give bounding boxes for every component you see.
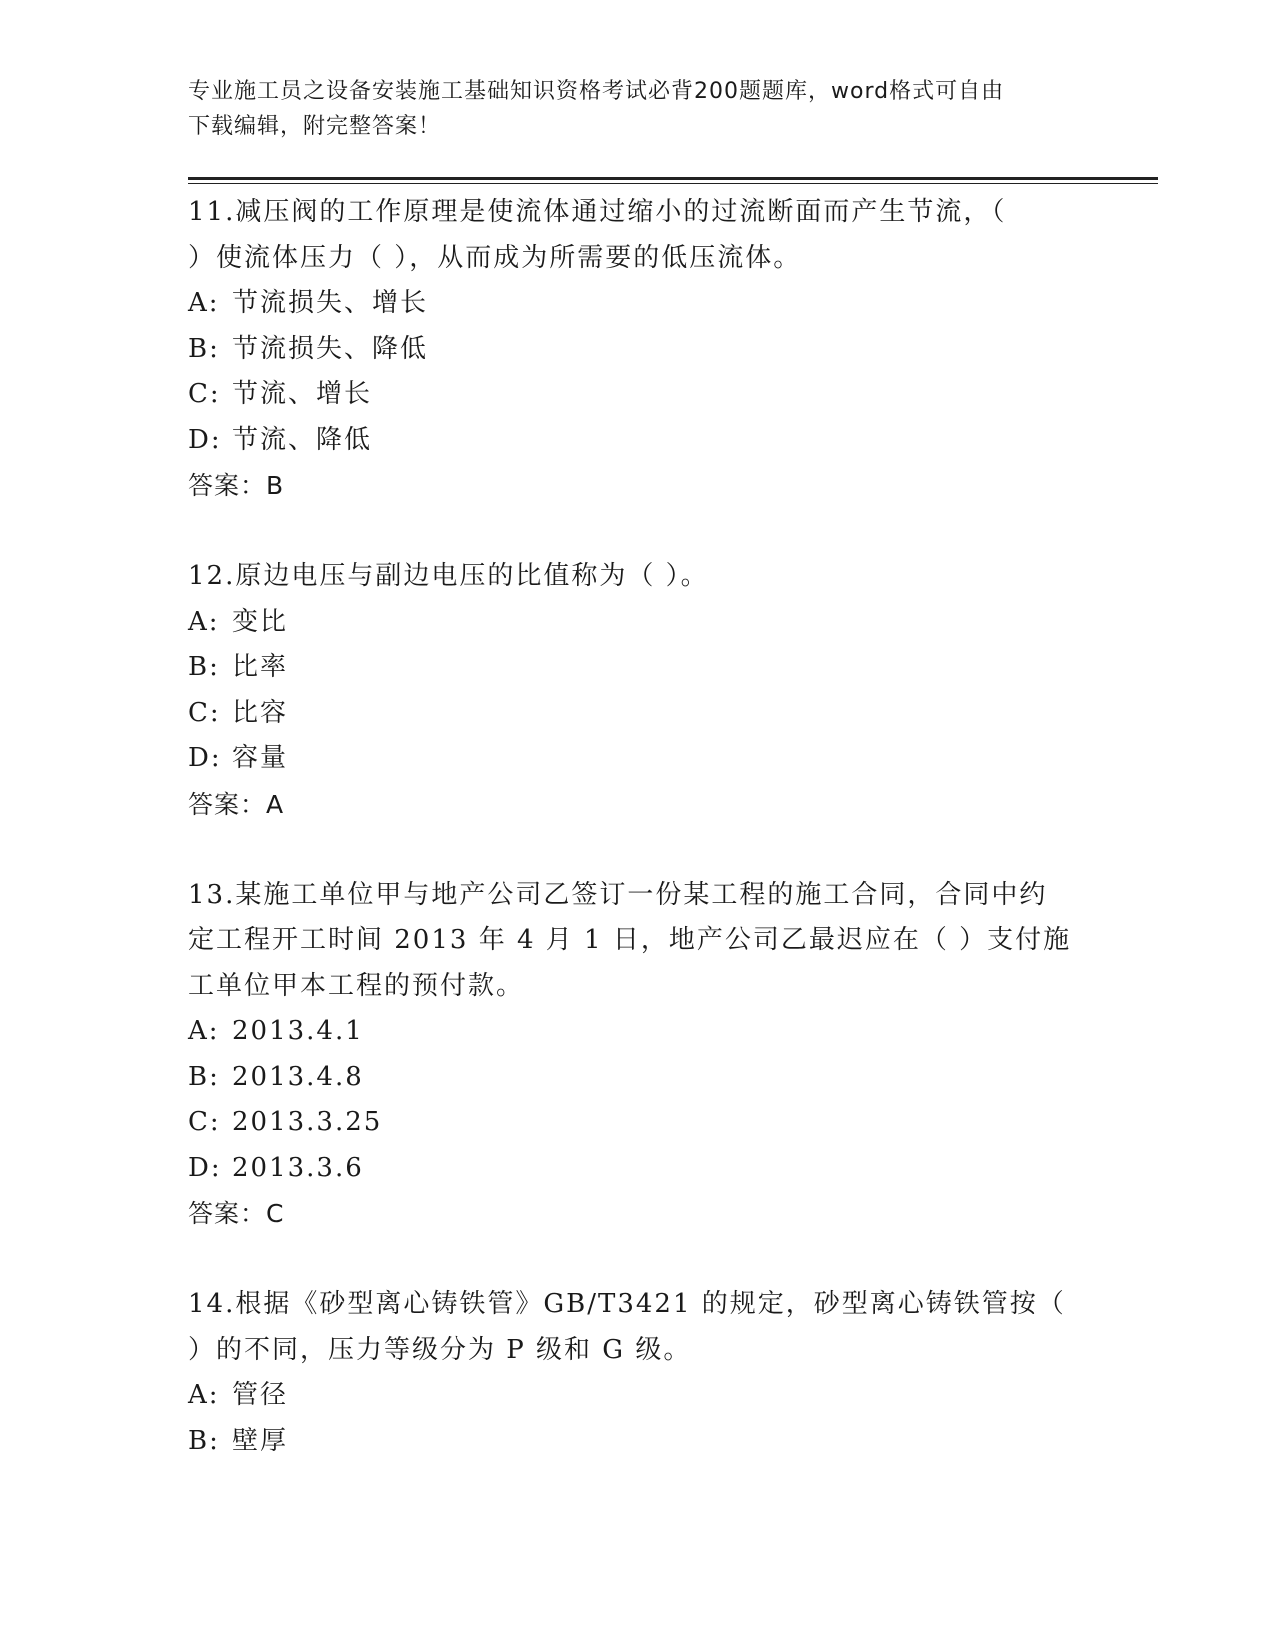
question-text-line: 工单位甲本工程的预付款。: [188, 970, 525, 1001]
question-list: [188, 190, 1088, 1464]
option-text: 壁厚: [232, 1425, 289, 1456]
option-label: A:: [188, 1016, 220, 1046]
question-12: [188, 554, 1088, 827]
option-label: C:: [188, 1107, 221, 1137]
answer-line: 答案：C: [188, 1199, 285, 1228]
option-c: [188, 372, 1088, 418]
option-text: 2013.4.8: [232, 1061, 364, 1092]
option-text: 比率: [232, 652, 289, 682]
option-text: 2013.4.1: [232, 1016, 364, 1046]
option-label: B:: [188, 652, 220, 682]
option-label: B:: [188, 1425, 220, 1456]
document-header: [188, 74, 1088, 144]
option-text: 变比: [232, 606, 289, 637]
option-b: [188, 1419, 1088, 1465]
option-text: 节流、降低: [232, 424, 373, 455]
question-13: [188, 873, 1088, 1237]
option-text: 2013.3.25: [232, 1107, 383, 1137]
option-label: C:: [188, 379, 221, 409]
option-b: [188, 645, 1088, 691]
option-text: 节流损失、降低: [232, 333, 429, 364]
question-14: [188, 1282, 1088, 1464]
question-11: [188, 190, 1088, 509]
option-label: A:: [188, 288, 220, 318]
option-label: A:: [188, 1380, 220, 1410]
answer-line: 答案：B: [188, 471, 285, 500]
header-line-2: 下载编辑，附完整答案！: [188, 114, 442, 139]
option-label: B:: [188, 1061, 220, 1092]
header-divider-thin: [188, 183, 1158, 184]
option-label: C:: [188, 697, 221, 728]
question-text-line: ）的不同，压力等级分为 P 级和 G 级。: [188, 1334, 692, 1365]
option-label: B:: [188, 333, 220, 364]
option-text: 节流损失、增长: [232, 288, 429, 318]
option-text: 2013.3.6: [232, 1152, 364, 1183]
question-text-line: ）使流体压力（ ），从而成为所需要的低压流体。: [188, 242, 802, 273]
question-text-line: 11.减压阀的工作原理是使流体通过缩小的过流断面而产生节流，（: [188, 197, 1007, 227]
option-c: [188, 691, 1088, 737]
option-d: [188, 736, 1088, 782]
option-a: [188, 600, 1088, 646]
question-spacer: [188, 509, 1088, 555]
option-b: [188, 1055, 1088, 1101]
header-line-1: 专业施工员之设备安装施工基础知识资格考试必背200题题库，word格式可自由: [188, 79, 1005, 104]
option-a: [188, 1373, 1088, 1419]
option-text: 节流、增长: [232, 379, 373, 409]
option-label: D:: [188, 743, 222, 773]
option-text: 管径: [232, 1380, 289, 1410]
option-c: [188, 1100, 1088, 1146]
question-text-line: 14.根据《砂型离心铸铁管》GB/T3421 的规定，砂型离心铸铁管按（: [188, 1289, 1066, 1319]
option-b: [188, 327, 1088, 373]
question-text-line: 12.原边电压与副边电压的比值称为（ ）。: [188, 561, 709, 591]
option-label: D:: [188, 1152, 222, 1183]
question-spacer: [188, 1237, 1088, 1283]
question-text-line: 13.某施工单位甲与地产公司乙签订一份某工程的施工合同，合同中约: [188, 879, 1048, 910]
question-spacer: [188, 827, 1088, 873]
answer-line: 答案：A: [188, 789, 285, 819]
option-a: [188, 281, 1088, 327]
option-text: 比容: [232, 697, 289, 728]
option-label: A:: [188, 606, 220, 637]
header-divider-thick: [188, 177, 1158, 180]
option-d: [188, 418, 1088, 464]
option-d: [188, 1146, 1088, 1192]
option-label: D:: [188, 424, 222, 455]
option-a: [188, 1009, 1088, 1055]
question-text-line: 定工程开工时间 2013 年 4 月 1 日，地产公司乙最迟应在（ ）支付施: [188, 925, 1072, 955]
option-text: 容量: [232, 743, 289, 773]
